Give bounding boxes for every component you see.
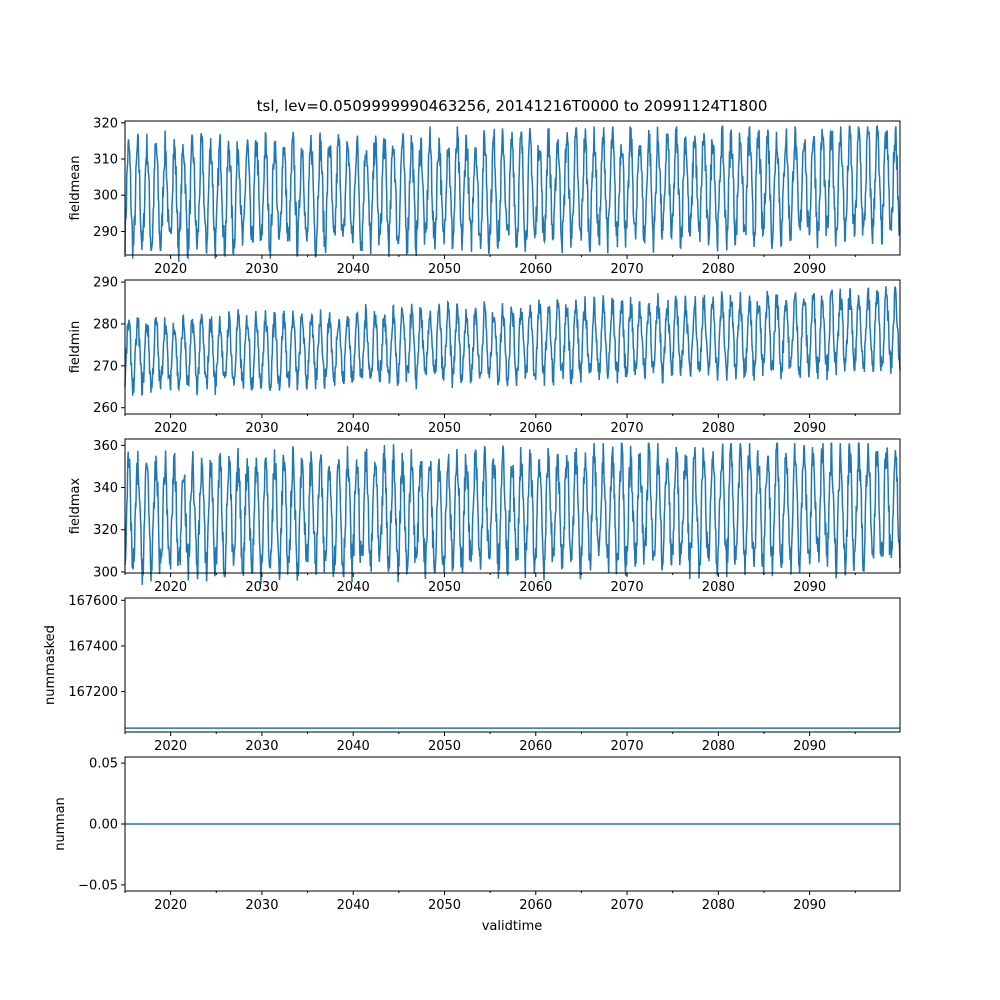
y-tick-label: 310 xyxy=(93,152,118,168)
x-tick-label: 2090 xyxy=(793,898,827,913)
axes-frame xyxy=(125,598,900,732)
x-tick-label: 2090 xyxy=(793,580,827,595)
x-tick-label: 2020 xyxy=(154,262,188,277)
x-tick-label: 2090 xyxy=(793,262,827,277)
x-tick-label: 2080 xyxy=(701,262,735,277)
x-tick-label: 2040 xyxy=(336,262,370,277)
y-tick-label: 320 xyxy=(93,523,118,539)
x-tick-label: 2020 xyxy=(154,898,188,913)
panel-fieldmin xyxy=(68,276,900,436)
y-axis-label: numnan xyxy=(53,797,68,851)
y-tick-label: 167400 xyxy=(68,639,118,655)
y-tick-label: 290 xyxy=(93,275,118,291)
y-axis-label: fieldmax xyxy=(68,477,83,535)
x-tick-label: 2080 xyxy=(701,421,735,436)
x-tick-label: 2050 xyxy=(427,898,462,913)
y-axis-label: fieldmean xyxy=(68,155,83,221)
x-tick-label: 2030 xyxy=(245,262,279,277)
y-tick-label: 290 xyxy=(93,224,118,240)
y-tick-label: 280 xyxy=(93,317,118,333)
x-tick-label: 2090 xyxy=(793,421,827,436)
panel-nummasked xyxy=(43,594,900,754)
x-axis-label: validtime xyxy=(481,919,543,934)
x-tick-label: 2050 xyxy=(427,421,462,436)
y-axis-label: fieldmin xyxy=(68,320,83,374)
x-tick-label: 2070 xyxy=(610,421,644,436)
x-tick-label: 2040 xyxy=(336,739,370,754)
x-tick-label: 2020 xyxy=(154,421,188,436)
x-tick-label: 2030 xyxy=(245,898,279,913)
y-tick-label: 167200 xyxy=(68,685,118,701)
x-tick-label: 2050 xyxy=(427,580,462,595)
y-axis-label: nummasked xyxy=(43,625,58,705)
panels xyxy=(43,116,900,913)
y-tick-label: 360 xyxy=(93,438,118,454)
series-line-fieldmin xyxy=(125,286,900,396)
panel-fieldmean xyxy=(68,116,900,277)
x-tick-label: 2060 xyxy=(519,739,553,754)
x-tick-label: 2080 xyxy=(701,739,735,754)
y-tick-label: 0.05 xyxy=(89,756,118,772)
chart-title: tsl, lev=0.0509999990463256, 20141216T0000 to 20991124T1800 xyxy=(256,97,768,115)
x-tick-label: 2050 xyxy=(427,262,462,277)
x-tick-label: 2040 xyxy=(336,580,370,595)
panel-fieldmax xyxy=(68,439,900,595)
x-tick-label: 2070 xyxy=(610,739,644,754)
x-tick-label: 2080 xyxy=(701,898,735,913)
y-tick-label: 270 xyxy=(93,359,118,375)
y-tick-label: 167600 xyxy=(68,593,118,609)
x-tick-label: 2090 xyxy=(793,739,827,754)
y-tick-label: 0.00 xyxy=(89,817,118,833)
x-tick-label: 2020 xyxy=(154,580,188,595)
x-tick-label: 2070 xyxy=(610,262,644,277)
x-tick-label: 2060 xyxy=(519,898,553,913)
y-tick-label: −0.05 xyxy=(78,878,118,894)
y-tick-label: 260 xyxy=(93,401,118,417)
x-tick-label: 2080 xyxy=(701,580,735,595)
y-tick-label: 300 xyxy=(93,565,118,581)
x-tick-label: 2040 xyxy=(336,421,370,436)
y-tick-label: 300 xyxy=(93,188,118,204)
series-line-fieldmax xyxy=(125,443,900,585)
x-tick-label: 2040 xyxy=(336,898,370,913)
x-tick-label: 2060 xyxy=(519,580,553,595)
panel-numnan xyxy=(53,757,900,913)
x-tick-label: 2030 xyxy=(245,580,279,595)
series-line-fieldmean xyxy=(125,126,900,262)
y-tick-label: 340 xyxy=(93,481,118,497)
x-tick-label: 2070 xyxy=(610,898,644,913)
y-tick-label: 320 xyxy=(93,116,118,132)
x-tick-label: 2070 xyxy=(610,580,644,595)
x-tick-label: 2060 xyxy=(519,421,553,436)
x-tick-label: 2050 xyxy=(427,739,462,754)
x-tick-label: 2030 xyxy=(245,421,279,436)
x-tick-label: 2060 xyxy=(519,262,553,277)
x-tick-label: 2030 xyxy=(245,739,279,754)
x-tick-label: 2020 xyxy=(154,739,188,754)
